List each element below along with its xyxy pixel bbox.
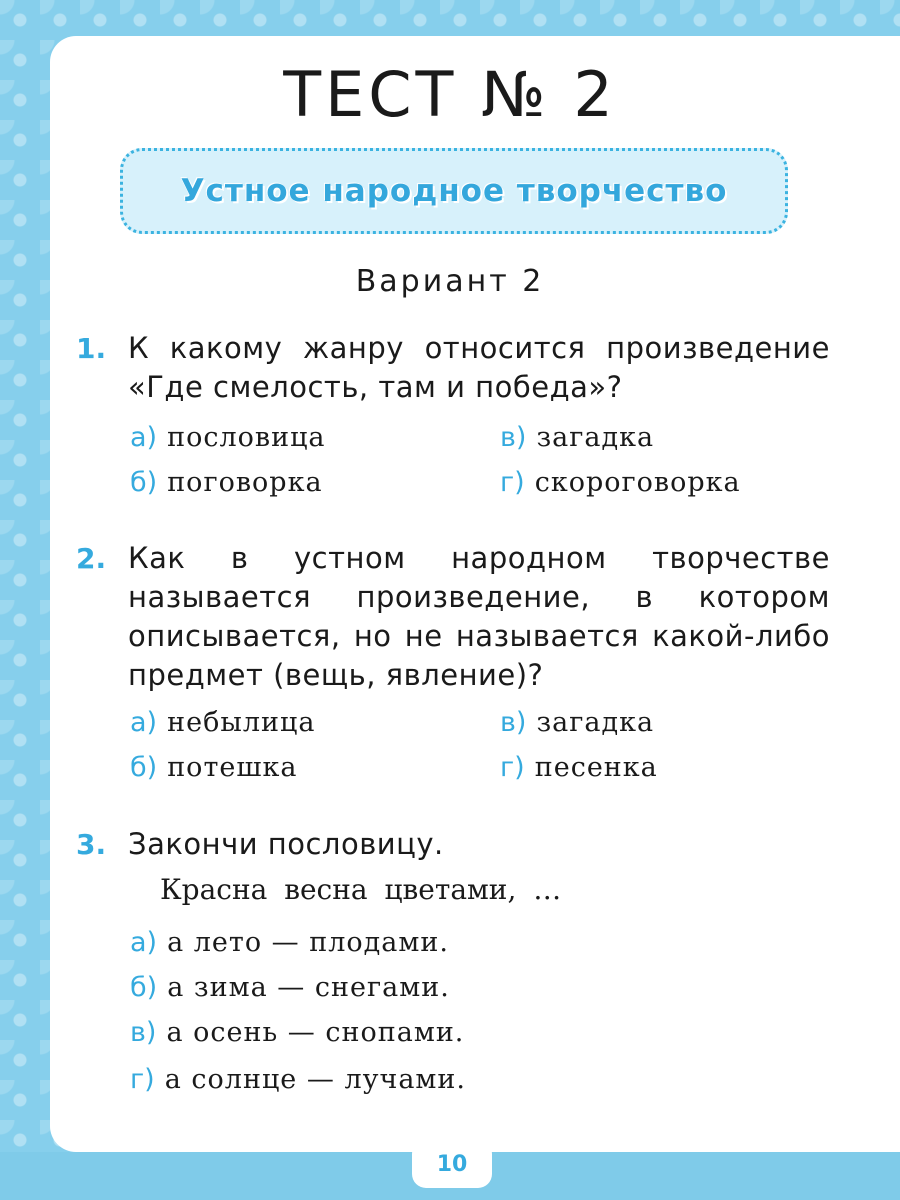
question-2-option-b[interactable]: б) потешка — [130, 752, 298, 783]
topic-title: Устное народное творчество — [180, 173, 728, 209]
proverb-start: Красна весна цветами, … — [160, 873, 562, 906]
question-2-option-g[interactable]: г) песенка — [500, 752, 658, 783]
question-3-option-g[interactable]: г) а солнце — лучами. — [130, 1064, 467, 1095]
question-1-option-b[interactable]: б) поговорка — [130, 467, 323, 498]
question-1-option-g[interactable]: г) скороговорка — [500, 467, 741, 498]
question-3-option-a[interactable]: а) а лето — плодами. — [130, 927, 449, 958]
question-2-text: Как в устном народном творчестве называется произведение, в котором описывается, но не называется какой-либо предмет (вещь, явление)? — [128, 541, 830, 692]
question-1-text: К какому жанру относится произведение «Где смелость, там и победа»? — [128, 331, 830, 404]
question-3-option-v[interactable]: в) а осень — снопами. — [130, 1017, 465, 1048]
page-number: 10 — [412, 1140, 492, 1188]
topic-banner — [120, 148, 788, 234]
question-1-option-a[interactable]: а) пословица — [130, 422, 326, 453]
question-3-text: Закончи пословицу. — [128, 827, 444, 861]
question-2-option-a[interactable]: а) небылица — [130, 707, 316, 738]
question-1-number: 1. — [76, 332, 107, 365]
variant-label: Вариант 2 — [355, 264, 545, 299]
question-2-number: 2. — [76, 542, 107, 575]
question-3-number: 3. — [76, 828, 107, 861]
question-1-option-v[interactable]: в) загадка — [500, 422, 655, 453]
page-title: ТЕСТ № 2 — [283, 58, 617, 131]
question-2-option-v[interactable]: в) загадка — [500, 707, 655, 738]
question-3-option-b[interactable]: б) а зима — снегами. — [130, 972, 450, 1003]
